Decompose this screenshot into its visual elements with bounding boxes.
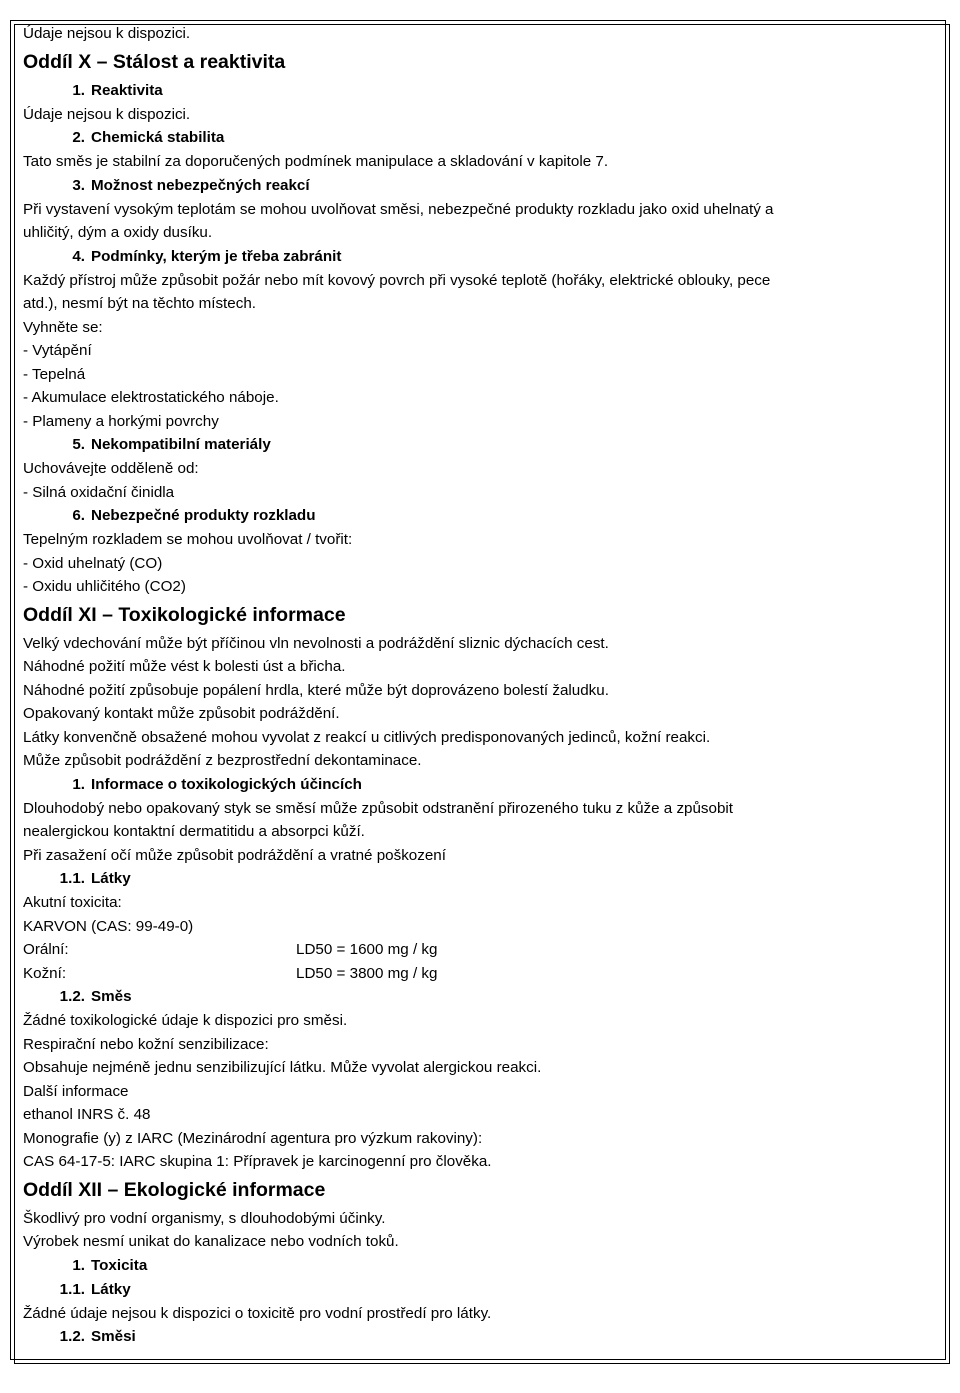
s10-item-3-text-2: uhličitý, dým a oxidy dusíku. [23, 224, 213, 241]
s11-intro-4: Opakovaný kontakt může způsobit podráždění. [23, 705, 340, 722]
s10-item-4-text-1: Každý přístroj může způsobit požár nebo mít kovový povrch při vysoké teplotě (hořáky, elektrické oblouky, pece [23, 271, 771, 289]
s11-sub1-text-2: nealergickou kontaktní dermatitidu a absorpci kůží. [23, 823, 365, 840]
s11-sub1-2-text-6: Monografie (y) z IARC (Mezinárodní agentura pro výzkum rakoviny): [23, 1129, 483, 1147]
s12-sub1-2-heading: 1.2. Směsi [59, 1328, 136, 1345]
s11-intro-5: Látky konvenčně obsažené mohou vyvolat z reakcí u citlivých predisponovaných jedinců, kožní reakci. [23, 728, 711, 746]
s10-item-4-text-3: Vyhněte se: [23, 318, 103, 336]
s11-sub1-heading: 1. Informace o toxikologických účincích [72, 775, 362, 793]
s11-sub1-2-text-7: CAS 64-17-5: IARC skupina 1: Přípravek je karcinogenní pro člověka. [23, 1153, 492, 1170]
s11-sub1-2-text-5: ethanol INRS č. 48 [23, 1106, 151, 1123]
s10-item-5-heading: 5. Nekompatibilní materiály [72, 436, 271, 453]
s12-intro-1: Škodlivý pro vodní organismy, s dlouhodobými účinky. [23, 1209, 386, 1227]
s11-intro-3: Náhodné požití způsobuje popálení hrdla, které může být doprovázeno bolestí žaludku. [23, 681, 609, 699]
s12-intro-2: Výrobek nesmí unikat do kanalizace nebo vodních toků. [23, 1233, 399, 1250]
s11-intro-2: Náhodné požití může vést k bolesti úst a břicha. [23, 658, 346, 675]
s11-sub1-2-text-1: Žádné toxikologické údaje k dispozici pro směsi. [23, 1012, 348, 1029]
s10-item-1-heading: 1. Reaktivita [72, 81, 163, 99]
s10-item-4-heading: 4. Podmínky, kterým je třeba zabránit [72, 247, 342, 265]
s10-item-5-text-2: - Silná oxidační činidla [23, 483, 175, 501]
s10-item-5-text-1: Uchovávejte odděleně od: [23, 460, 199, 477]
s10-item-6-text-3: - Oxidu uhličitého (CO2) [23, 578, 186, 595]
document-body [23, 22, 923, 1349]
top-line: Údaje nejsou k dispozici. [23, 25, 191, 42]
s11-sub1-text-1: Dlouhodobý nebo opakovaný styk se směsí může způsobit odstranění přirozeného tuku z kůže a způsobit [23, 799, 734, 817]
s11-sub1-2-text-3: Obsahuje nejméně jednu senzibilizující látku. Může vyvolat alergickou reakci. [23, 1059, 542, 1076]
s10-item-2-heading: 2. Chemická stabilita [72, 129, 225, 146]
s10-item-4-text-7: - Plameny a horkými povrchy [23, 412, 219, 430]
s11-tox-row-dermal: Kožní: LD50 = 3800 mg / kg [23, 964, 438, 982]
s12-sub1-heading: 1. Toxicita [72, 1256, 148, 1274]
s10-item-4-text-4: - Vytápění [23, 342, 92, 359]
s11-sub1-text-3: Při zasažení očí může způsobit podráždění a vratné poškození [23, 846, 446, 864]
s10-item-6-heading: 6. Nebezpečné produkty rozkladu [72, 507, 316, 524]
s11-intro-6: Může způsobit podráždění z bezprostřední dekontaminace. [23, 752, 422, 769]
s10-item-6-text-1: Tepelným rozkladem se mohou uvolňovat / tvořit: [23, 531, 353, 548]
s12-sub1-1-text: Žádné údaje nejsou k dispozici o toxicitě pro vodní prostředí pro látky. [23, 1304, 492, 1322]
section-11-title: Oddíl XI – Toxikologické informace [23, 603, 346, 626]
s10-item-4-text-2: atd.), nesmí být na těchto místech. [23, 295, 256, 312]
s11-sub1-1-heading: 1.1. Látky [59, 870, 131, 887]
s11-sub1-2-heading: 1.2. Směs [59, 988, 132, 1005]
s11-tox-row-oral: Orální: LD50 = 1600 mg / kg [23, 941, 438, 958]
s10-item-4-text-6: - Akumulace elektrostatického náboje. [23, 389, 279, 406]
s11-acute-label: Akutní toxicita: [23, 894, 122, 911]
s10-item-3-heading: 3. Možnost nebezpečných reakcí [72, 176, 310, 194]
section-12-title: Oddíl XII – Ekologické informace [23, 1178, 326, 1201]
s11-sub1-2-text-2: Respirační nebo kožní senzibilizace: [23, 1035, 269, 1053]
s10-item-4-text-5: - Tepelná [23, 365, 86, 383]
s11-substance: KARVON (CAS: 99-49-0) [23, 917, 194, 935]
s10-item-3-text-1: Při vystavení vysokým teplotám se mohou uvolňovat směsi, nebezpečné produkty rozkladu jako oxid uhelnatý a [23, 200, 774, 218]
s11-sub1-2-text-4: Další informace [23, 1082, 129, 1100]
s12-sub1-1-heading: 1.1. Látky [59, 1280, 131, 1298]
s10-item-2-text: Tato směs je stabilní za doporučených podmínek manipulace a skladování v kapitole 7. [23, 153, 609, 170]
s10-item-1-text: Údaje nejsou k dispozici. [23, 105, 191, 123]
section-10-title: Oddíl X – Stálost a reaktivita [23, 50, 286, 73]
s11-intro-1: Velký vdechování může být příčinou vln nevolnosti a podráždění sliznic dýchacích cest. [23, 634, 609, 652]
s10-item-6-text-2: - Oxid uhelnatý (CO) [23, 554, 163, 572]
